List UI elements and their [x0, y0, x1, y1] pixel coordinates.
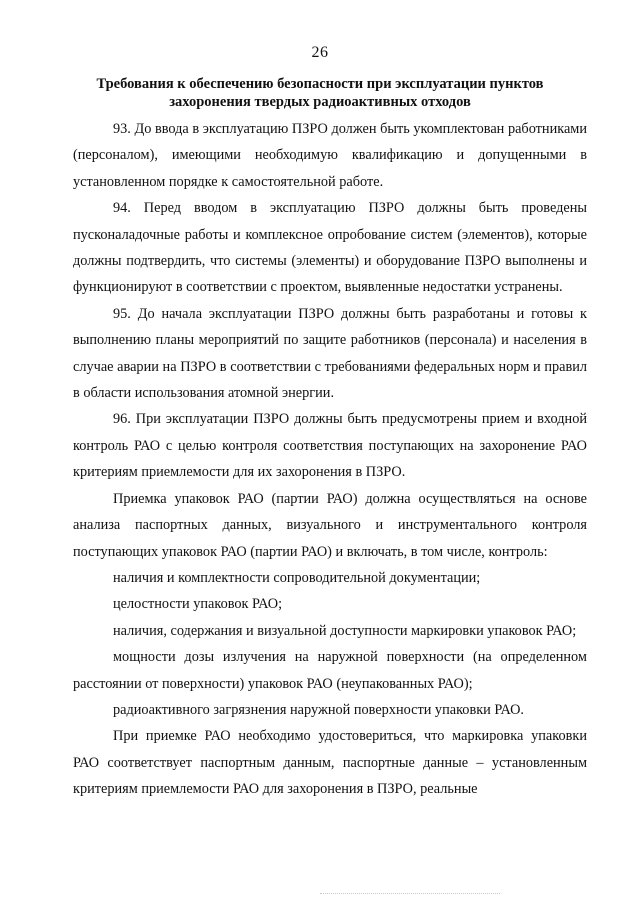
paragraph-95: 95. До начала эксплуатации ПЗРО должны быть разработаны и готовы к выполнению планы мероприятий по защите работников (персонала) и населения в случае аварии на ПЗРО в соответствии с требованиями федеральных норм и правил в области использования атомной энергии.: [73, 305, 587, 402]
section-heading: [80, 75, 560, 111]
list-item-documentation: наличия и комплектности сопроводительной документации;: [113, 569, 481, 586]
list-item-marking: наличия, содержания и визуальной доступности маркировки упаковок РАО;: [113, 622, 577, 639]
scan-artifact-line: [320, 893, 500, 895]
section-heading-line-2: захоронения твердых радиоактивных отходов: [169, 94, 471, 110]
document-body: [73, 116, 587, 803]
list-item-integrity: целостности упаковок РАО;: [113, 596, 283, 613]
list-item-contamination: радиоактивного загрязнения наружной поверхности упаковки РАО.: [113, 701, 524, 718]
paragraph-93: 93. До ввода в эксплуатацию ПЗРО должен быть укомплектован работниками (персоналом), имеющими необходимую квалификацию и допущенными в установленном порядке к самостоятельной работе.: [73, 121, 587, 190]
page-number: 26: [311, 44, 329, 61]
paragraph-acceptance: Приемка упаковок РАО (партии РАО) должна осуществляться на основе анализа паспортных данных, визуального и инструментального контроля поступающих упаковок РАО (партии РАО) и включать, в том числе, контроль:: [73, 490, 587, 560]
paragraph-96: 96. При эксплуатации ПЗРО должны быть предусмотрены прием и входной контроль РАО с целью контроля соответствия поступающих на захоронение РАО критериям приемлемости для их захоронения в ПЗРО.: [73, 411, 587, 481]
section-heading-line-1: Требования к обеспечению безопасности при эксплуатации пунктов: [96, 76, 544, 92]
paragraph-verification: При приемке РАО необходимо удостовериться, что маркировка упаковки РАО соответствует паспортным данным, паспортные данные – установленным критериям приемлемости РАО для захоронения в ПЗРО, реальные: [73, 728, 587, 798]
paragraph-94: 94. Перед вводом в эксплуатацию ПЗРО должны быть проведены пусконаладочные работы и комплексное опробование систем (элементов), которые должны подтвердить, что системы (элементы) и оборудование ПЗРО выполнены и функционируют в соответствии с проектом, выявленные недостатки устранены.: [73, 200, 587, 296]
list-item-dose-rate: мощности дозы излучения на наружной поверхности (на определенном расстоянии от поверхности) упаковок РАО (неупакованных РАО);: [73, 649, 587, 692]
